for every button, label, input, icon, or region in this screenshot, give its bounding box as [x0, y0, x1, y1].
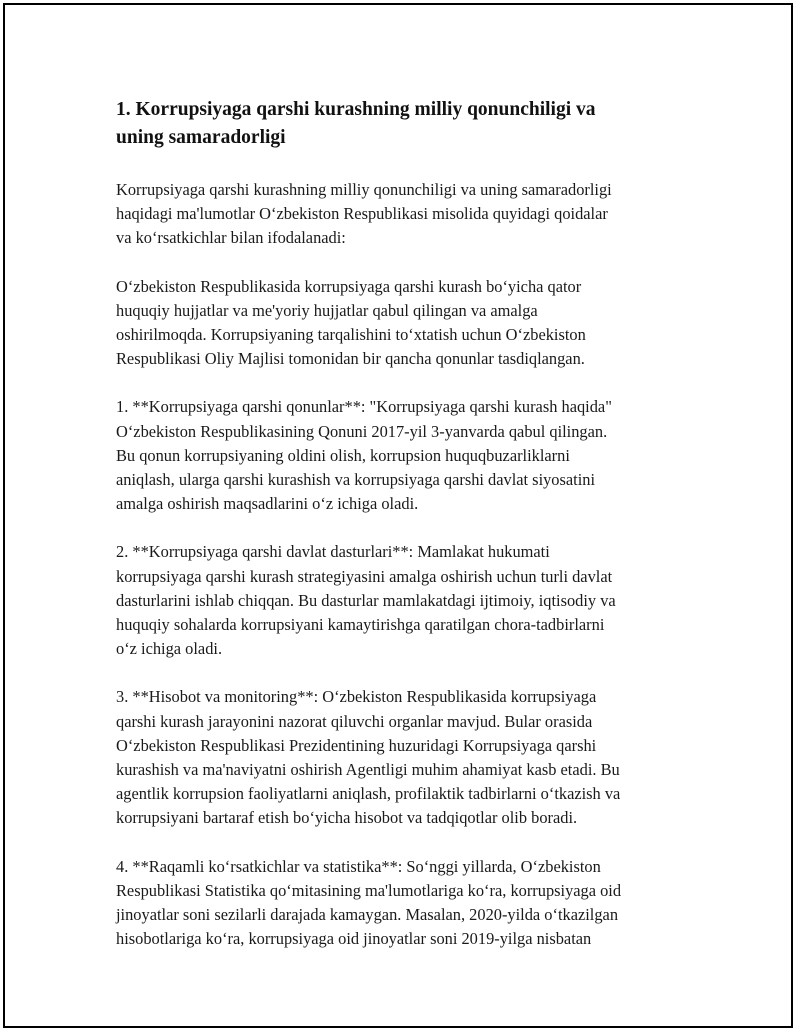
- text-line: hisobotlariga ko‘ra, korrupsiyaga oid jinoyatlar soni 2019-yilga nisbatan: [116, 929, 592, 949]
- text-line: Bu qonun korrupsiyaning oldini olish, korrupsion huquqbuzarliklarni: [116, 445, 570, 465]
- text-line: huquqiy sohalarda korrupsiyani kamaytirishga qaratilgan chora-tadbirlarni: [116, 615, 605, 635]
- heading-line: uning samaradorligi: [116, 127, 286, 148]
- paragraph-item-4: [116, 855, 696, 952]
- text-line: 4. **Raqamli ko‘rsatkichlar va statistika**: So‘nggi yillarda, O‘zbekiston: [116, 856, 601, 876]
- text-line: Korrupsiyaga qarshi kurashning milliy qonunchiligi va uning samaradorligi: [116, 180, 612, 199]
- text-line: O‘zbekiston Respublikasining Qonuni 2017-yil 3-yanvarda qabul qilingan.: [116, 421, 608, 441]
- text-line: aniqlash, ularga qarshi kurashish va korrupsiyaga qarshi davlat siyosatini: [116, 470, 596, 490]
- text-line: O‘zbekiston Respublikasi Prezidentining huzuridagi Korrupsiyaga qarshi: [116, 735, 597, 755]
- text-line: 3. **Hisobot va monitoring**: O‘zbekiston Respublikasida korrupsiyaga: [116, 687, 597, 707]
- document-body: [116, 96, 696, 975]
- text-line: korrupsiyani bartaraf etish bo‘yicha hisobot va tadqiqotlar olib boradi.: [116, 808, 578, 828]
- text-line: dasturlarini ishlab chiqqan. Bu dasturlar mamlakatdagi ijtimoiy, iqtisodiy va: [116, 590, 616, 610]
- text-line: o‘z ichiga oladi.: [116, 639, 223, 659]
- paragraph-item-3: [116, 685, 696, 830]
- section-heading: [116, 96, 696, 152]
- text-line: haqidagi ma'lumotlar O‘zbekiston Respublikasi misolida quyidagi qoidalar: [116, 204, 608, 224]
- text-line: kurashish va ma'naviyatni oshirish Agentligi muhim ahamiyat kasb etadi. Bu: [116, 760, 620, 780]
- text-line: jinoyatlar soni sezilarli darajada kamaygan. Masalan, 2020-yilda o‘tkazilgan: [116, 905, 619, 925]
- text-line: Respublikasi Oliy Majlisi tomonidan bir qancha qonunlar tasdiqlangan.: [116, 349, 585, 369]
- text-line: qarshi kurash jarayonini nazorat qiluvchi organlar mavjud. Bular orasida: [116, 711, 593, 731]
- text-line: O‘zbekiston Respublikasida korrupsiyaga qarshi kurash bo‘yicha qator: [116, 276, 582, 296]
- heading-line: 1. Korrupsiyaga qarshi kurashning milliy qonunchiligi va: [116, 99, 596, 120]
- paragraph-item-1: [116, 395, 696, 516]
- text-line: oshirilmoqda. Korrupsiyaning tarqalishini to‘xtatish uchun O‘zbekiston: [116, 325, 586, 345]
- text-line: agentlik korrupsion faoliyatlarni aniqlash, profilaktik tadbirlarni o‘tkazish va: [116, 784, 621, 804]
- text-line: 2. **Korrupsiyaga qarshi davlat dasturlari**: Mamlakat hukumati: [116, 542, 550, 562]
- text-line: Respublikasi Statistika qo‘mitasining ma'lumotlariga ko‘ra, korrupsiyaga oid: [116, 880, 622, 900]
- paragraph-item-2: [116, 540, 696, 661]
- text-line: huquqiy hujjatlar va me'yoriy hujjatlar qabul qilingan va amalga: [116, 300, 538, 320]
- paragraph-legal-acts: [116, 275, 696, 372]
- text-line: 1. **Korrupsiyaga qarshi qonunlar**: "Korrupsiyaga qarshi kurash haqida": [116, 397, 612, 417]
- text-line: va ko‘rsatkichlar bilan ifodalanadi:: [116, 228, 346, 248]
- text-line: korrupsiyaga qarshi kurash strategiyasini amalga oshirish uchun turli davlat: [116, 566, 613, 586]
- text-line: amalga oshirish maqsadlarini o‘z ichiga oladi.: [116, 494, 419, 514]
- paragraph-intro: [116, 178, 696, 251]
